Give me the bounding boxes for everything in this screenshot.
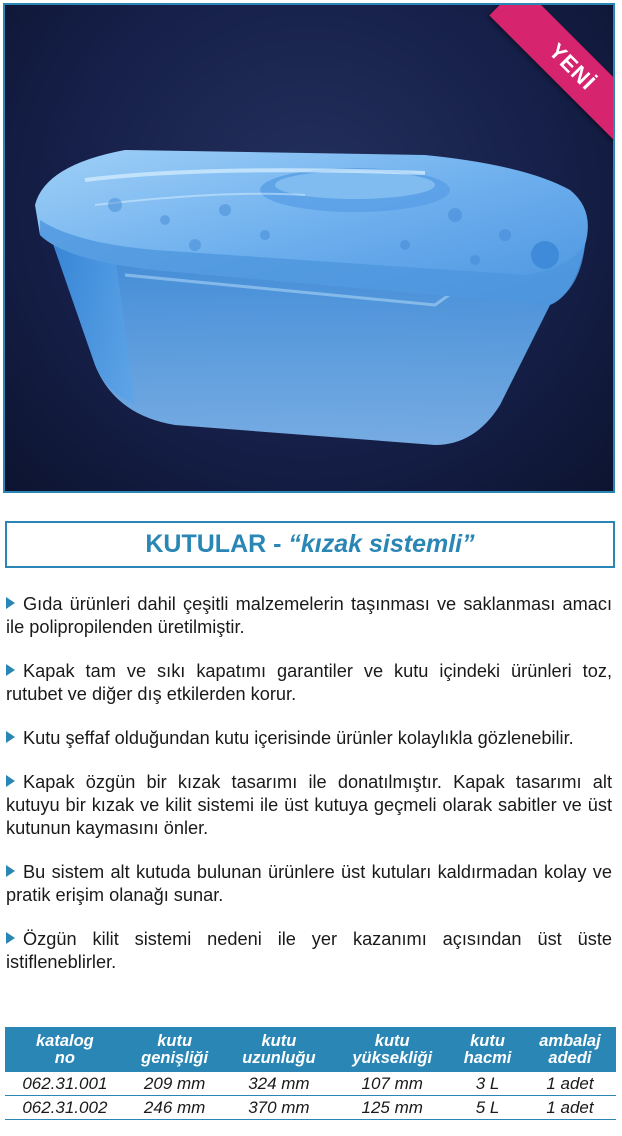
arrow-icon [6,731,15,743]
spec-table [5,1027,616,1120]
cell-volume: 3 L [451,1072,524,1096]
arrow-icon [6,775,15,787]
header-width: kutu genişliği [125,1027,225,1072]
new-badge [479,5,615,145]
arrow-icon [6,932,15,944]
cell-package-qty: 1 adet [524,1072,616,1096]
section-title: KUTULAR - “kızak sistemli” [145,530,475,558]
header-length: kutu uzunluğu [225,1027,334,1072]
arrow-icon [6,865,15,877]
section-subtitle: “kızak sistemli” [288,530,475,558]
header-height: kutu yüksekliği [333,1027,451,1072]
feature-list [6,593,612,995]
cell-package-qty: 1 adet [524,1096,616,1120]
cell-catalog-no: 062.31.001 [5,1072,125,1096]
feature-item: Özgün kilit sistemi nedeni ile yer kazanımı açısından üst üste istifleneblirler. [6,929,612,972]
header-volume: kutu hacmi [451,1027,524,1072]
feature-item: Kutu şeffaf olduğundan kutu içerisinde ürünler kolaylıkla gözlenebilir. [6,727,612,750]
cell-width: 209 mm [125,1072,225,1096]
cell-length: 370 mm [225,1096,334,1120]
feature-item: Bu sistem alt kutuda bulunan ürünlere üst kutuları kaldırmadan kolay ve pratik erişim olanağı sunar. [6,862,612,905]
feature-item: Kapak tam ve sıkı kapatımı garantiler ve kutu içindeki ürünleri toz, rutubet ve diğer dış etkilerden korur. [6,661,612,704]
table-row [5,1096,616,1120]
header-catalog-no: katalog no [5,1027,125,1072]
cell-length: 324 mm [225,1072,334,1096]
arrow-icon [6,664,15,676]
new-badge-label: YENİ [543,38,601,96]
table-row [5,1072,616,1096]
section-title-box [5,521,615,568]
arrow-icon [6,597,15,609]
cell-volume: 5 L [451,1096,524,1120]
cell-height: 107 mm [333,1072,451,1096]
table-header-row [5,1027,616,1072]
cell-width: 246 mm [125,1096,225,1120]
cell-height: 125 mm [333,1096,451,1120]
feature-item: Kapak özgün bir kızak tasarımı ile donatılmıştır. Kapak tasarımı alt kutuyu bir kızak ve kilit sistemi ile üst kutuya geçmeli olarak sabitler ve üst kutunun kaymasını önler. [6,772,612,838]
product-hero [3,3,615,493]
header-package-qty: ambalaj adedi [524,1027,616,1072]
cell-catalog-no: 062.31.002 [5,1096,125,1120]
feature-item: Gıda ürünleri dahil çeşitli malzemelerin taşınması ve saklanması amacı ile polipropilenden üretilmiştir. [6,594,612,637]
